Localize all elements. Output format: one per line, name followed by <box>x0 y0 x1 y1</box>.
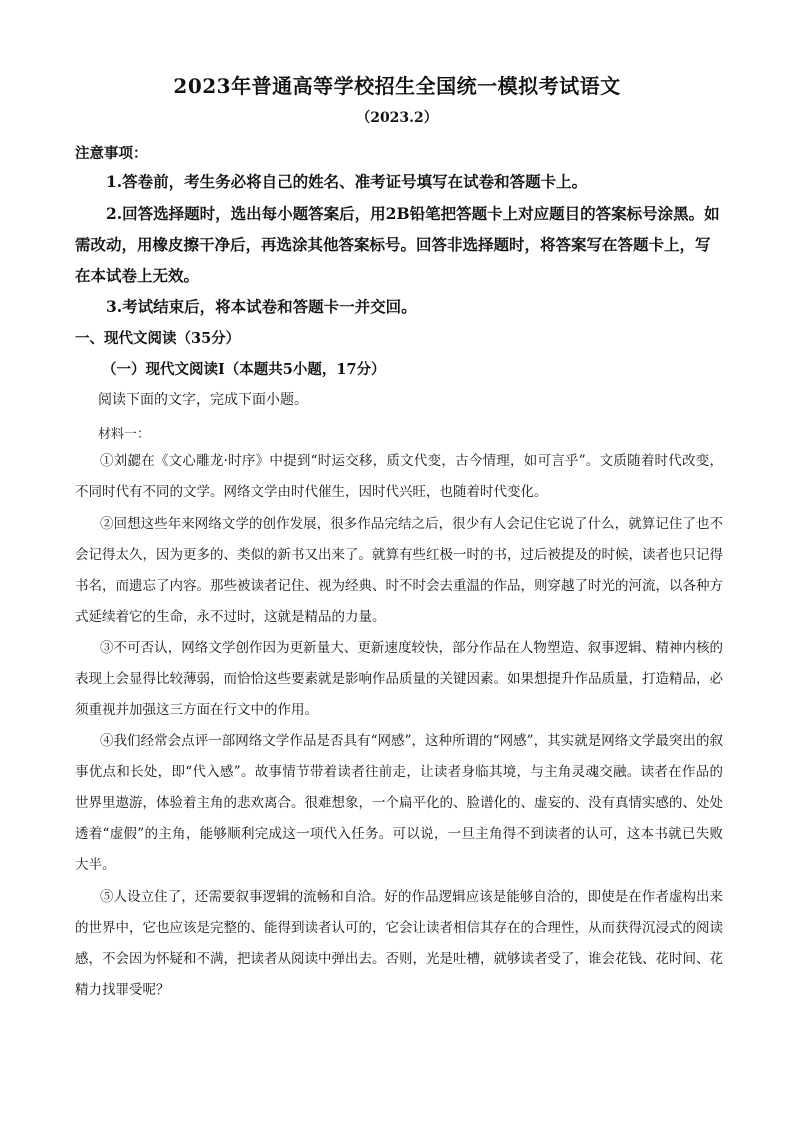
passage-paragraph-3 <box>75 633 723 726</box>
passage-paragraph-5 <box>75 882 723 1006</box>
paragraph-text: ③不可否认，网络文学创作因为更新量大、更新速度较快，部分作品在人物塑造、叙事逻辑、精神内核的表现上会显得比较薄弱，而恰恰这些要素就是影响作品质量的关键因素。如果想提升作品质量，打造精品，必须重视并加强这三方面在行文中的作用。 <box>75 640 723 718</box>
notice-heading: 注意事项： <box>75 145 148 162</box>
notice-item-1 <box>75 166 725 197</box>
paragraph-text: ①刘勰在《文心雕龙·时序》中提到“时运交移，质文代变，古今情理，如可言乎”。文质随着时代改变，不同时代有不同的文学。网络文学由时代催生，因时代兴旺，也随着时代变化。 <box>75 453 723 500</box>
exam-date: （2023.2） <box>356 110 438 126</box>
notice-item-text: 1.答卷前，考生务必将自己的姓名、准考证号填写在试卷和答题卡上。 <box>106 172 588 191</box>
material-label: 材料一： <box>98 427 151 442</box>
passage-paragraph-1 <box>75 446 723 508</box>
passage-paragraph-2 <box>75 509 723 633</box>
notice-item-2 <box>75 198 725 291</box>
exam-title: 2023年普通高等学校招生全国统一模拟考试语文 <box>173 74 621 98</box>
notice-item-text: 2.回答选择题时，选出每小题答案后，用2B铅笔把答题卡上对应题目的答案标号涂黑。如需改动，用橡皮擦干净后，再选涂其他答案标号。回答非选择题时，将答案写在答题卡上，写在本试卷上无效。 <box>75 204 720 285</box>
paragraph-text: ④我们经常会点评一部网络文学作品是否具有“网感”，这种所谓的“网感”，其实就是网络文学最突出的叙事优点和长处，即“代入感”。故事情节带着读者往前走，让读者身临其境，与主角灵魂交融。读者在作品的世界里遨游，体验着主角的悲欢离合。很难想象，一个扁平化的、脸谱化的、虚妄的、没有真情实感的、处处透着“虚假”的主角，能够顺利完成这一项代入任务。可以说，一旦主角得不到读者的认可，这本书就已失败大半。 <box>75 733 723 873</box>
notice-item-text: 3.考试结束后，将本试卷和答题卡一并交回。 <box>106 297 417 316</box>
passage-paragraph-4 <box>75 726 723 881</box>
paragraph-text: ②回想这些年来网络文学的创作发展，很多作品完结之后，很少有人会记住它说了什么，就算记住了也不会记得太久，因为更多的、类似的新书又出来了。就算有些红极一时的书，过后被提及的时候，读者也只记得书名，而遗忘了内容。那些被读者记住、视为经典、时不时会去重温的作品，则穿越了时光的河流，以各种方式延续着它的生命，永不过时，这就是精品的力量。 <box>75 516 723 625</box>
subsection-heading: （一）现代文阅读Ⅰ（本题共5小题，17分） <box>102 361 386 378</box>
reading-instruction: 阅读下面的文字，完成下面小题。 <box>98 392 308 408</box>
notice-item-3 <box>75 291 725 322</box>
paragraph-text: ⑤人设立住了，还需要叙事逻辑的流畅和自洽。好的作品逻辑应该是能够自洽的，即使是在作者虚构出来的世界中，它也应该是完整的、能得到读者认可的，它会让读者相信其存在的合理性，从而获得沉浸式的阅读感，不会因为怀疑和不满，把读者从阅读中弹出去。否则，光是吐槽，就够读者受了，谁会花钱、花时间、花精力找罪受呢？ <box>75 889 723 998</box>
section-heading: 一、现代文阅读（35分） <box>75 330 241 347</box>
